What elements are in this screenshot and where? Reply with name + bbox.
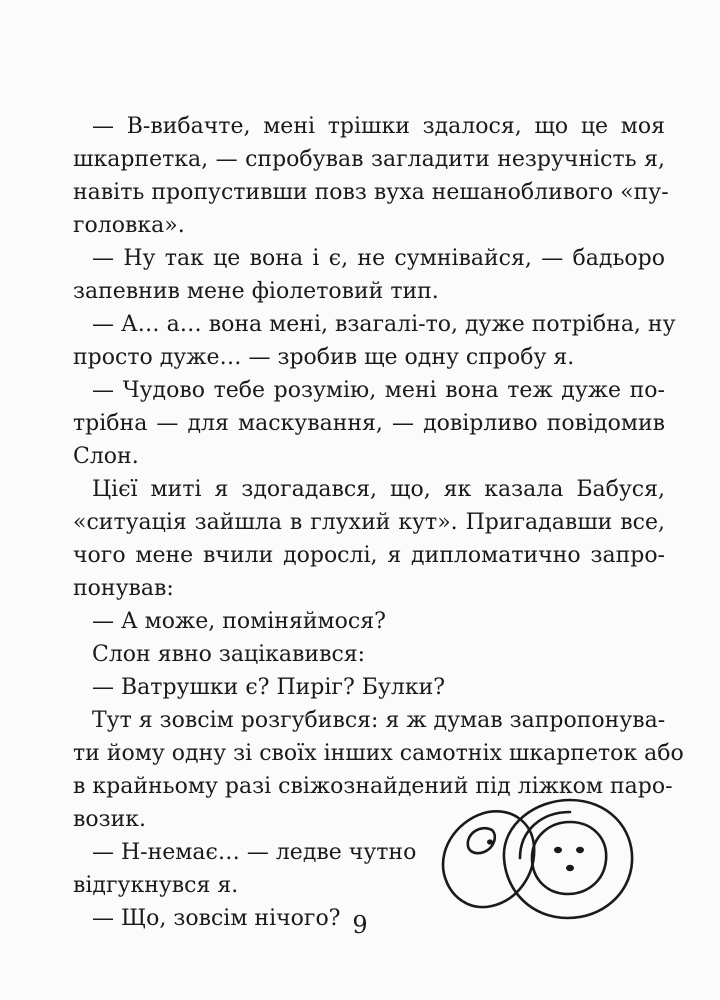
text-line: Слон явно зацікавився: (92, 642, 366, 667)
text-line: головка». (73, 213, 185, 238)
text-line: ти йому одну зі своїх інших самотніх шкарпеток або (73, 741, 684, 766)
front-bagel-outline (504, 800, 632, 918)
text-line: — А… а… вона мені, взагалі-то, дуже потрібна, ну (92, 312, 676, 337)
text-line: — Ну так це вона і є, не сумнівайся, — бадьоро (92, 246, 665, 271)
text-line: чого мене вчили дорослі, я дипломатично запро- (73, 543, 665, 568)
text-line: — А може, поміняймося? (92, 609, 386, 634)
text-line: запевнив мене фіолетовий тип. (73, 279, 439, 304)
bagel-eye (566, 865, 574, 871)
text-line: відгукнувся я. (73, 873, 239, 898)
text-line: Тут я зовсім розгубився: я ж думав запропонува- (92, 708, 666, 733)
front-bagel-inner (532, 822, 606, 894)
front-bagel-rim (520, 812, 570, 858)
text-line: возик. (73, 807, 147, 832)
text-line: просто дуже… — зробив ще одну спробу я. (73, 345, 575, 370)
text-line: — В-вибачте, мені трішки здалося, що це моя (92, 114, 665, 139)
bagel-eye (487, 839, 493, 844)
text-line: — Ватрушки є? Пиріг? Булки? (92, 675, 446, 700)
bagel-eye (554, 847, 562, 853)
page-number: 9 (352, 911, 368, 939)
text-line: — Що, зовсім нічого? (92, 906, 341, 931)
text-line: — Чудово тебе розумію, мені вона теж дуже по- (92, 378, 665, 403)
text-line: «ситуація зайшла в глухий кут». Пригадавши все, (73, 510, 665, 535)
bagel-eye (576, 847, 584, 853)
text-line: в крайньому разі свіжознайдений під ліжком паро- (73, 774, 673, 799)
text-line: шкарпетка, — спробував загладити незручність я, (73, 147, 665, 172)
bagel-illustration (436, 776, 646, 926)
text-line: понував: (73, 576, 174, 601)
text-line: — Н-немає… — ледве чутно (92, 840, 417, 865)
text-line: Слон. (73, 444, 139, 469)
text-line: навіть пропустивши повз вуха нешанобливого «пу- (73, 180, 669, 205)
text-line: Цієї миті я здогадався, що, як казала Бабуся, (92, 477, 665, 502)
text-line: трібна — для маскування, — довірливо повідомив (73, 411, 665, 436)
